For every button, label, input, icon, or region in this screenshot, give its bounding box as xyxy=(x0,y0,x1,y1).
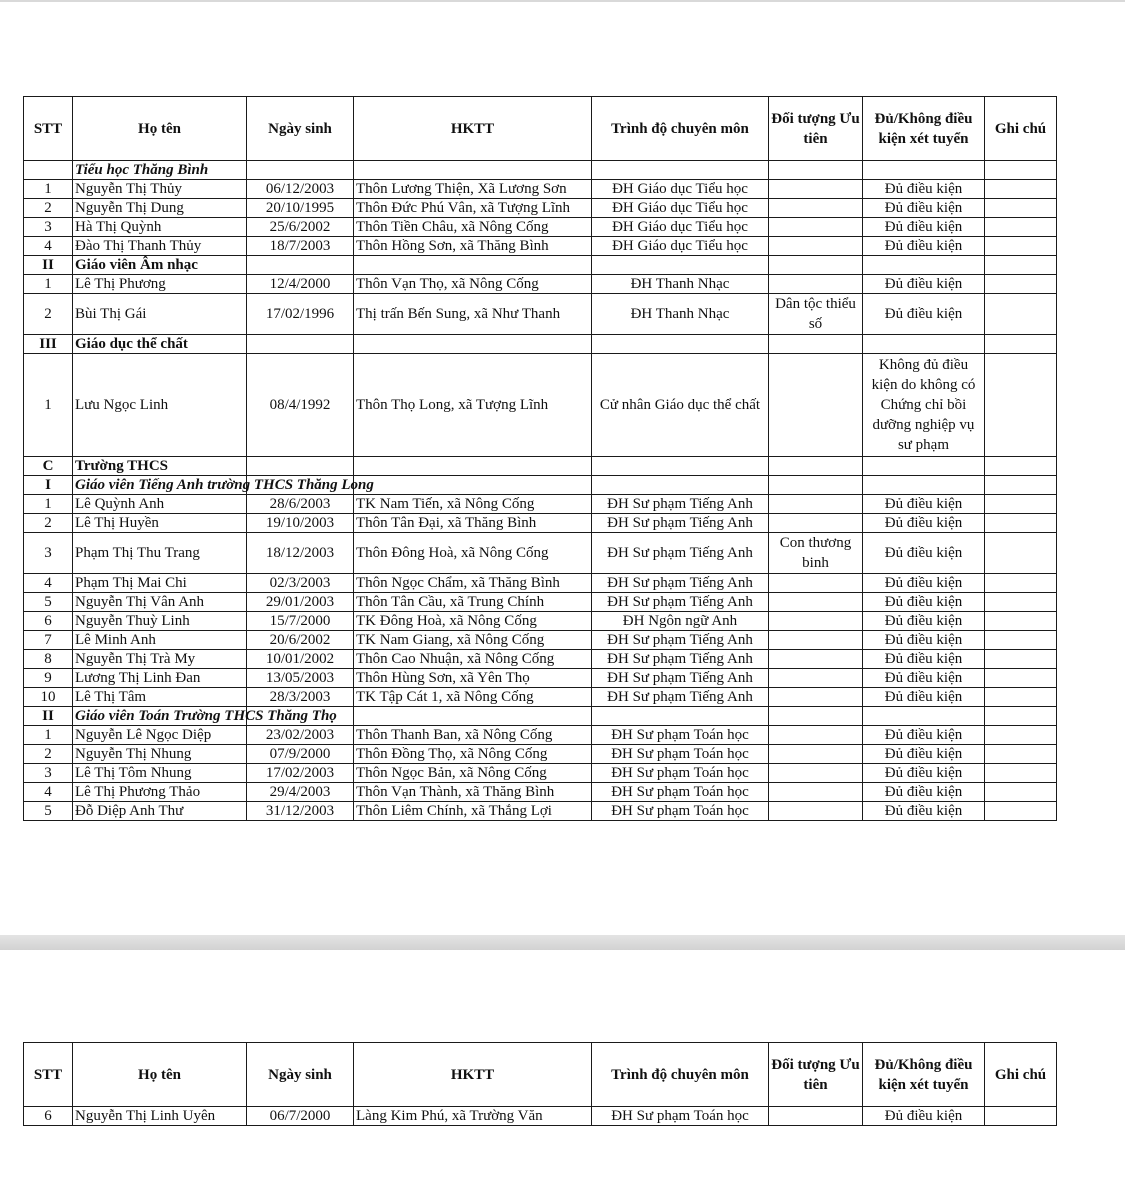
row-qualification: ĐH Giáo dục Tiểu học xyxy=(592,199,769,218)
row-hktt: Thôn Tân Cầu, xã Trung Chính xyxy=(354,593,592,612)
header-hktt: HKTT xyxy=(354,1043,592,1107)
table-row xyxy=(24,354,1057,457)
row-hktt: Thôn Đông Hoà, xã Nông Cống xyxy=(354,533,592,574)
row-dob: 18/7/2003 xyxy=(247,237,354,256)
row-qualification: ĐH Giáo dục Tiểu học xyxy=(592,180,769,199)
row-hktt: Thôn Liêm Chính, xã Thắng Lợi xyxy=(354,802,592,821)
row-dob: 13/05/2003 xyxy=(247,669,354,688)
row-eligibility: Đủ điều kiện xyxy=(863,180,985,199)
row-priority xyxy=(769,802,863,821)
row-stt: 1 xyxy=(24,726,73,745)
row-hktt: TK Đông Hoà, xã Nông Cống xyxy=(354,612,592,631)
row-eligibility: Đủ điều kiện xyxy=(863,745,985,764)
row-stt: 7 xyxy=(24,631,73,650)
row-note xyxy=(985,612,1057,631)
table-row xyxy=(24,612,1057,631)
empty-cell xyxy=(769,256,863,275)
row-qualification: ĐH Sư phạm Tiếng Anh xyxy=(592,593,769,612)
header-trinh-do: Trình độ chuyên môn xyxy=(592,1043,769,1107)
row-note xyxy=(985,354,1057,457)
row-dob: 17/02/1996 xyxy=(247,294,354,335)
row-name: Đỗ Diệp Anh Thư xyxy=(73,802,247,821)
table-row xyxy=(24,1107,1057,1126)
row-qualification: ĐH Sư phạm Toán học xyxy=(592,726,769,745)
row-stt: 8 xyxy=(24,650,73,669)
row-name: Nguyễn Thị Nhung xyxy=(73,745,247,764)
row-stt: 3 xyxy=(24,218,73,237)
row-name: Lê Quỳnh Anh xyxy=(73,495,247,514)
row-name: Lê Thị Phương xyxy=(73,275,247,294)
row-note xyxy=(985,294,1057,335)
row-eligibility: Đủ điều kiện xyxy=(863,783,985,802)
row-eligibility: Đủ điều kiện xyxy=(863,669,985,688)
row-stt: 1 xyxy=(24,495,73,514)
header-ngay-sinh: Ngày sinh xyxy=(247,97,354,161)
empty-cell xyxy=(985,161,1057,180)
row-eligibility: Đủ điều kiện xyxy=(863,218,985,237)
row-note xyxy=(985,218,1057,237)
row-eligibility: Đủ điều kiện xyxy=(863,199,985,218)
row-note xyxy=(985,574,1057,593)
empty-cell xyxy=(354,476,592,495)
empty-cell xyxy=(592,256,769,275)
row-dob: 23/02/2003 xyxy=(247,726,354,745)
row-eligibility: Đủ điều kiện xyxy=(863,514,985,533)
empty-cell xyxy=(985,457,1057,476)
page-gap xyxy=(0,935,1125,950)
empty-cell xyxy=(592,457,769,476)
section-row xyxy=(24,707,1057,726)
empty-cell xyxy=(863,457,985,476)
row-dob: 06/12/2003 xyxy=(247,180,354,199)
row-priority xyxy=(769,574,863,593)
header-ngay-sinh: Ngày sinh xyxy=(247,1043,354,1107)
section-title: Giáo viên Tiếng Anh trường THCS Thăng Long xyxy=(73,476,247,495)
row-eligibility: Đủ điều kiện xyxy=(863,275,985,294)
row-stt: 2 xyxy=(24,294,73,335)
row-eligibility: Đủ điều kiện xyxy=(863,688,985,707)
row-name: Đào Thị Thanh Thủy xyxy=(73,237,247,256)
header-ghi-chu: Ghi chú xyxy=(985,97,1057,161)
row-stt: 1 xyxy=(24,354,73,457)
header-ghi-chu: Ghi chú xyxy=(985,1043,1057,1107)
row-stt: 2 xyxy=(24,514,73,533)
row-stt: 1 xyxy=(24,275,73,294)
empty-cell xyxy=(769,457,863,476)
row-hktt: TK Tập Cát 1, xã Nông Cống xyxy=(354,688,592,707)
row-priority xyxy=(769,180,863,199)
section-row xyxy=(24,161,1057,180)
row-eligibility: Đủ điều kiện xyxy=(863,726,985,745)
row-qualification: ĐH Sư phạm Tiếng Anh xyxy=(592,495,769,514)
section-row xyxy=(24,335,1057,354)
row-hktt: Thị trấn Bến Sung, xã Như Thanh xyxy=(354,294,592,335)
row-priority xyxy=(769,783,863,802)
table-row xyxy=(24,688,1057,707)
row-hktt: Thôn Đồng Thọ, xã Nông Cống xyxy=(354,745,592,764)
row-priority xyxy=(769,688,863,707)
row-qualification: ĐH Sư phạm Toán học xyxy=(592,764,769,783)
row-dob: 10/01/2002 xyxy=(247,650,354,669)
row-stt: 4 xyxy=(24,783,73,802)
row-stt: 3 xyxy=(24,764,73,783)
row-priority xyxy=(769,237,863,256)
row-note xyxy=(985,726,1057,745)
empty-cell xyxy=(247,457,354,476)
row-note xyxy=(985,688,1057,707)
row-hktt: Thôn Thanh Ban, xã Nông Cống xyxy=(354,726,592,745)
empty-cell xyxy=(769,161,863,180)
row-dob: 29/01/2003 xyxy=(247,593,354,612)
empty-cell xyxy=(592,707,769,726)
table-row xyxy=(24,783,1057,802)
row-stt: 2 xyxy=(24,199,73,218)
row-dob: 12/4/2000 xyxy=(247,275,354,294)
row-eligibility: Đủ điều kiện xyxy=(863,533,985,574)
header-doi-tuong: Đối tượng Ưu tiên xyxy=(769,1043,863,1107)
section-title: Trường THCS xyxy=(73,457,247,476)
row-note xyxy=(985,631,1057,650)
header-trinh-do: Trình độ chuyên môn xyxy=(592,97,769,161)
row-note xyxy=(985,764,1057,783)
row-qualification: ĐH Ngôn ngữ Anh xyxy=(592,612,769,631)
row-priority xyxy=(769,669,863,688)
table-header-row xyxy=(24,97,1057,161)
row-hktt: Thôn Cao Nhuận, xã Nông Cống xyxy=(354,650,592,669)
row-name: Nguyễn Thị Vân Anh xyxy=(73,593,247,612)
row-note xyxy=(985,783,1057,802)
row-stt: 5 xyxy=(24,802,73,821)
empty-cell xyxy=(985,707,1057,726)
section-number: III xyxy=(24,335,73,354)
header-stt: STT xyxy=(24,97,73,161)
row-qualification: ĐH Sư phạm Tiếng Anh xyxy=(592,688,769,707)
row-eligibility: Đủ điều kiện xyxy=(863,593,985,612)
row-name: Lê Minh Anh xyxy=(73,631,247,650)
table-row xyxy=(24,726,1057,745)
row-dob: 28/3/2003 xyxy=(247,688,354,707)
row-eligibility: Đủ điều kiện xyxy=(863,237,985,256)
row-hktt: Thôn Đức Phú Vân, xã Tượng Lĩnh xyxy=(354,199,592,218)
row-note xyxy=(985,275,1057,294)
row-hktt: Thôn Hồng Sơn, xã Thăng Bình xyxy=(354,237,592,256)
table-row xyxy=(24,669,1057,688)
section-row xyxy=(24,476,1057,495)
row-dob: 18/12/2003 xyxy=(247,533,354,574)
empty-cell xyxy=(985,335,1057,354)
row-hktt: Thôn Ngọc Bản, xã Nông Cống xyxy=(354,764,592,783)
row-name: Lê Thị Huyền xyxy=(73,514,247,533)
row-name: Lê Thị Phương Thảo xyxy=(73,783,247,802)
row-qualification: ĐH Sư phạm Tiếng Anh xyxy=(592,669,769,688)
row-eligibility: Đủ điều kiện xyxy=(863,802,985,821)
row-stt: 3 xyxy=(24,533,73,574)
empty-cell xyxy=(863,707,985,726)
row-note xyxy=(985,199,1057,218)
row-priority: Con thương binh xyxy=(769,533,863,574)
empty-cell xyxy=(769,335,863,354)
row-name: Lương Thị Linh Đan xyxy=(73,669,247,688)
table-row xyxy=(24,802,1057,821)
empty-cell xyxy=(592,335,769,354)
table-row xyxy=(24,237,1057,256)
row-name: Nguyễn Lê Ngọc Diệp xyxy=(73,726,247,745)
row-priority xyxy=(769,764,863,783)
row-dob: 17/02/2003 xyxy=(247,764,354,783)
row-qualification: ĐH Thanh Nhạc xyxy=(592,275,769,294)
row-hktt: Thôn Tân Đại, xã Thăng Bình xyxy=(354,514,592,533)
table-row xyxy=(24,495,1057,514)
section-number: II xyxy=(24,707,73,726)
table-row xyxy=(24,631,1057,650)
row-dob: 19/10/2003 xyxy=(247,514,354,533)
row-dob: 08/4/1992 xyxy=(247,354,354,457)
row-dob: 29/4/2003 xyxy=(247,783,354,802)
row-note xyxy=(985,1107,1057,1126)
row-eligibility: Đủ điều kiện xyxy=(863,294,985,335)
row-note xyxy=(985,237,1057,256)
row-priority xyxy=(769,1107,863,1126)
row-priority xyxy=(769,495,863,514)
row-hktt: Thôn Ngọc Chẩm, xã Thăng Bình xyxy=(354,574,592,593)
header-du-dieu-kien: Đủ/Không điều kiện xét tuyển xyxy=(863,1043,985,1107)
row-qualification: ĐH Sư phạm Tiếng Anh xyxy=(592,650,769,669)
row-qualification: ĐH Sư phạm Toán học xyxy=(592,802,769,821)
row-note xyxy=(985,514,1057,533)
row-name: Nguyễn Thị Trà My xyxy=(73,650,247,669)
empty-cell xyxy=(354,161,592,180)
row-priority xyxy=(769,650,863,669)
empty-cell xyxy=(863,256,985,275)
row-hktt: Thôn Tiền Châu, xã Nông Cống xyxy=(354,218,592,237)
row-name: Lưu Ngọc Linh xyxy=(73,354,247,457)
row-stt: 6 xyxy=(24,612,73,631)
empty-cell xyxy=(863,476,985,495)
row-eligibility: Đủ điều kiện xyxy=(863,650,985,669)
row-note xyxy=(985,669,1057,688)
row-qualification: ĐH Giáo dục Tiểu học xyxy=(592,237,769,256)
row-qualification: ĐH Sư phạm Toán học xyxy=(592,783,769,802)
row-priority xyxy=(769,199,863,218)
section-title: Giáo viên Toán Trường THCS Thăng Thọ xyxy=(73,707,247,726)
row-dob: 28/6/2003 xyxy=(247,495,354,514)
row-eligibility: Đủ điều kiện xyxy=(863,612,985,631)
empty-cell xyxy=(354,335,592,354)
row-name: Nguyễn Thuỳ Linh xyxy=(73,612,247,631)
row-priority xyxy=(769,275,863,294)
row-note xyxy=(985,495,1057,514)
section-row xyxy=(24,457,1057,476)
candidate-table-continued xyxy=(23,1042,1057,1126)
empty-cell xyxy=(247,161,354,180)
row-priority xyxy=(769,631,863,650)
table-row xyxy=(24,574,1057,593)
row-hktt: TK Nam Giang, xã Nông Cống xyxy=(354,631,592,650)
row-name: Lê Thị Tâm xyxy=(73,688,247,707)
row-note xyxy=(985,650,1057,669)
table-row xyxy=(24,180,1057,199)
section-number xyxy=(24,161,73,180)
row-dob: 20/6/2002 xyxy=(247,631,354,650)
row-name: Nguyễn Thị Linh Uyên xyxy=(73,1107,247,1126)
row-qualification: ĐH Giáo dục Tiểu học xyxy=(592,218,769,237)
row-qualification: Cử nhân Giáo dục thể chất xyxy=(592,354,769,457)
row-hktt: Thôn Thọ Long, xã Tượng Lĩnh xyxy=(354,354,592,457)
row-eligibility: Đủ điều kiện xyxy=(863,1107,985,1126)
empty-cell xyxy=(247,256,354,275)
table-row xyxy=(24,294,1057,335)
table-row xyxy=(24,745,1057,764)
row-stt: 10 xyxy=(24,688,73,707)
empty-cell xyxy=(354,256,592,275)
table-row xyxy=(24,533,1057,574)
row-note xyxy=(985,533,1057,574)
header-stt: STT xyxy=(24,1043,73,1107)
header-ho-ten: Họ tên xyxy=(73,1043,247,1107)
row-eligibility: Đủ điều kiện xyxy=(863,495,985,514)
section-row xyxy=(24,256,1057,275)
row-dob: 25/6/2002 xyxy=(247,218,354,237)
section-title: Tiểu học Thăng Bình xyxy=(73,161,247,180)
empty-cell xyxy=(354,707,592,726)
row-note xyxy=(985,802,1057,821)
table-row xyxy=(24,764,1057,783)
row-stt: 4 xyxy=(24,237,73,256)
header-ho-ten: Họ tên xyxy=(73,97,247,161)
row-qualification: ĐH Sư phạm Tiếng Anh xyxy=(592,533,769,574)
document-page-2 xyxy=(0,950,1125,1201)
row-eligibility: Đủ điều kiện xyxy=(863,631,985,650)
row-stt: 5 xyxy=(24,593,73,612)
row-priority xyxy=(769,726,863,745)
row-dob: 06/7/2000 xyxy=(247,1107,354,1126)
row-name: Phạm Thị Thu Trang xyxy=(73,533,247,574)
row-dob: 02/3/2003 xyxy=(247,574,354,593)
header-hktt: HKTT xyxy=(354,97,592,161)
row-hktt: Thôn Hùng Sơn, xã Yên Thọ xyxy=(354,669,592,688)
table-row xyxy=(24,275,1057,294)
table-body xyxy=(24,161,1057,821)
row-stt: 9 xyxy=(24,669,73,688)
empty-cell xyxy=(985,476,1057,495)
row-priority xyxy=(769,612,863,631)
row-qualification: ĐH Sư phạm Tiếng Anh xyxy=(592,574,769,593)
row-priority xyxy=(769,745,863,764)
row-stt: 6 xyxy=(24,1107,73,1126)
row-qualification: ĐH Sư phạm Toán học xyxy=(592,1107,769,1126)
section-number: II xyxy=(24,256,73,275)
header-du-dieu-kien: Đủ/Không điều kiện xét tuyển xyxy=(863,97,985,161)
row-hktt: TK Nam Tiến, xã Nông Cống xyxy=(354,495,592,514)
row-note xyxy=(985,180,1057,199)
row-dob: 20/10/1995 xyxy=(247,199,354,218)
row-qualification: ĐH Thanh Nhạc xyxy=(592,294,769,335)
row-priority xyxy=(769,218,863,237)
row-qualification: ĐH Sư phạm Toán học xyxy=(592,745,769,764)
row-priority xyxy=(769,514,863,533)
empty-cell xyxy=(863,161,985,180)
table-header-row xyxy=(24,1043,1057,1107)
section-title: Giáo viên Âm nhạc xyxy=(73,256,247,275)
row-priority xyxy=(769,593,863,612)
table-row xyxy=(24,218,1057,237)
row-stt: 2 xyxy=(24,745,73,764)
table-row xyxy=(24,514,1057,533)
row-eligibility: Không đủ điều kiện do không có Chứng chỉ bồi dưỡng nghiệp vụ sư phạm xyxy=(863,354,985,457)
row-dob: 31/12/2003 xyxy=(247,802,354,821)
header-doi-tuong: Đối tượng Ưu tiên xyxy=(769,97,863,161)
row-name: Lê Thị Tôm Nhung xyxy=(73,764,247,783)
candidate-table xyxy=(23,96,1057,821)
empty-cell xyxy=(985,256,1057,275)
row-priority: Dân tộc thiểu số xyxy=(769,294,863,335)
row-priority xyxy=(769,354,863,457)
section-number: C xyxy=(24,457,73,476)
empty-cell xyxy=(769,476,863,495)
table-row xyxy=(24,593,1057,612)
section-title: Giáo dục thể chất xyxy=(73,335,247,354)
row-hktt: Thôn Vạn Thọ, xã Nông Cống xyxy=(354,275,592,294)
row-hktt: Thôn Lương Thiện, Xã Lương Sơn xyxy=(354,180,592,199)
row-dob: 07/9/2000 xyxy=(247,745,354,764)
empty-cell xyxy=(354,457,592,476)
table-row xyxy=(24,650,1057,669)
row-name: Nguyễn Thị Thủy xyxy=(73,180,247,199)
row-stt: 4 xyxy=(24,574,73,593)
empty-cell xyxy=(592,161,769,180)
empty-cell xyxy=(769,707,863,726)
row-name: Hà Thị Quỳnh xyxy=(73,218,247,237)
row-hktt: Làng Kim Phú, xã Trường Văn xyxy=(354,1107,592,1126)
empty-cell xyxy=(863,335,985,354)
row-stt: 1 xyxy=(24,180,73,199)
section-number: I xyxy=(24,476,73,495)
row-name: Phạm Thị Mai Chi xyxy=(73,574,247,593)
table-row xyxy=(24,199,1057,218)
row-name: Nguyễn Thị Dung xyxy=(73,199,247,218)
row-name: Bùi Thị Gái xyxy=(73,294,247,335)
row-dob: 15/7/2000 xyxy=(247,612,354,631)
empty-cell xyxy=(592,476,769,495)
table-body xyxy=(24,1107,1057,1126)
row-qualification: ĐH Sư phạm Tiếng Anh xyxy=(592,514,769,533)
row-note xyxy=(985,593,1057,612)
row-note xyxy=(985,745,1057,764)
row-eligibility: Đủ điều kiện xyxy=(863,764,985,783)
row-qualification: ĐH Sư phạm Tiếng Anh xyxy=(592,631,769,650)
row-hktt: Thôn Vạn Thành, xã Thăng Bình xyxy=(354,783,592,802)
empty-cell xyxy=(247,335,354,354)
row-eligibility: Đủ điều kiện xyxy=(863,574,985,593)
